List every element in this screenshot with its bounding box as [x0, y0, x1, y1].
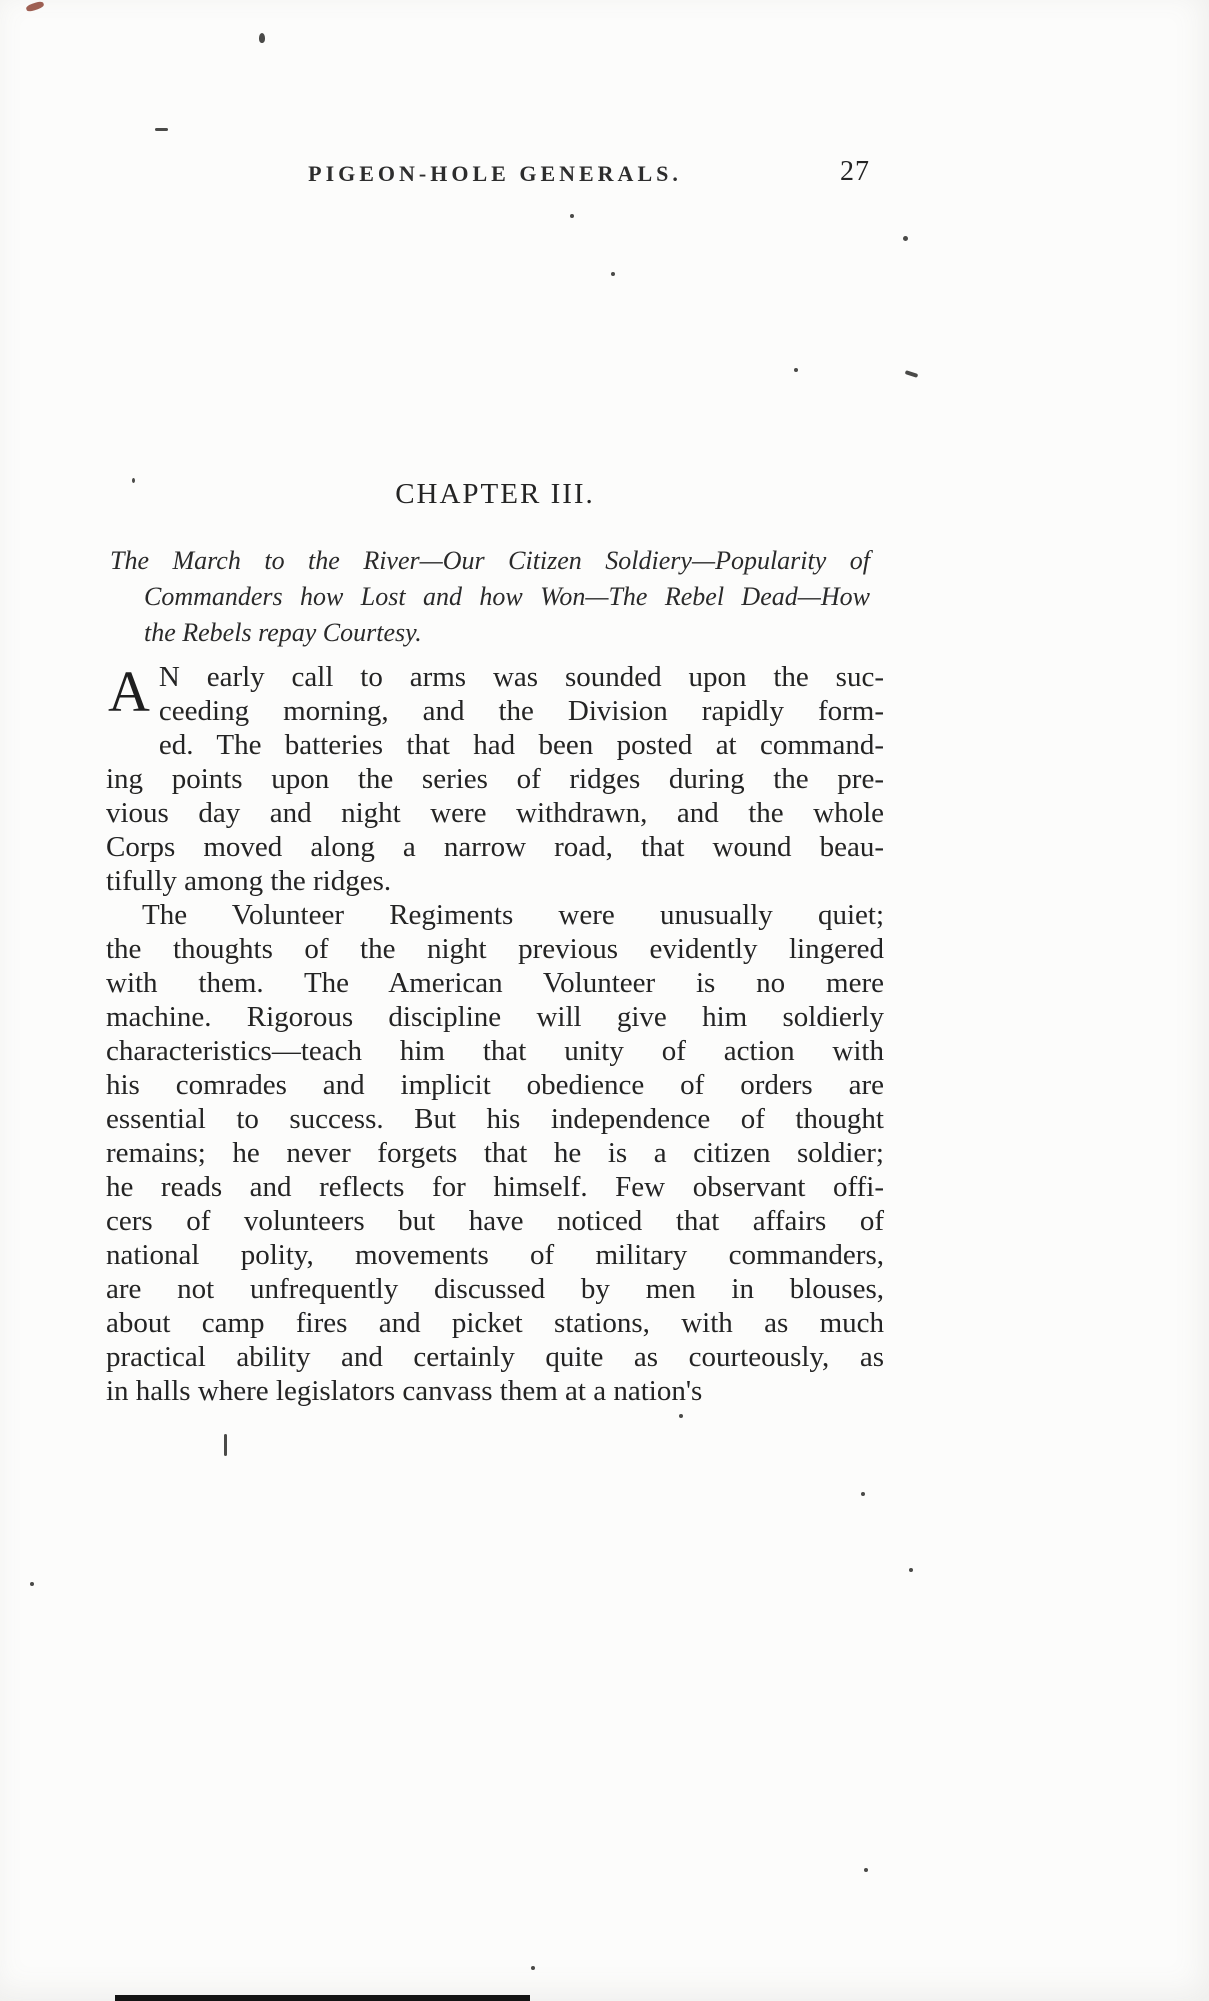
- summary-line: the Rebels repay Courtesy.: [144, 618, 422, 647]
- text-line: characteristics—teach him that unity of action with: [106, 1035, 884, 1067]
- drop-cap: A: [108, 659, 150, 724]
- scan-artifact: [570, 214, 574, 218]
- scan-artifact: [224, 1434, 227, 1456]
- scan-artifact: [794, 368, 798, 372]
- scan-artifact: [259, 33, 265, 43]
- text-line: remains; he never forgets that he is a citizen soldier;: [106, 1137, 884, 1169]
- text-line: with them. The American Volunteer is no mere: [106, 967, 884, 999]
- scan-artifact: [903, 236, 908, 241]
- scan-artifact: [864, 1868, 868, 1872]
- scan-artifact: [909, 1568, 913, 1572]
- text-line: the thoughts of the night previous evidently lingered: [106, 933, 884, 965]
- chapter-summary: [110, 543, 870, 651]
- text-line: The Volunteer Regiments were unusually quiet;: [142, 899, 884, 931]
- body-text: [106, 660, 884, 1408]
- page-number: 27: [840, 156, 870, 187]
- scan-artifact: [30, 1582, 34, 1586]
- scan-artifact: [861, 1492, 865, 1496]
- scan-artifact: [679, 1414, 683, 1418]
- text-line: ed. The batteries that had been posted at command-: [158, 729, 884, 761]
- running-title: PIGEON-HOLE GENERALS.: [308, 161, 682, 186]
- chapter-heading: CHAPTER III.: [395, 478, 595, 510]
- text-line: practical ability and certainly quite as courteously, as: [106, 1341, 884, 1373]
- text-line: N early call to arms was sounded upon the suc-: [158, 661, 884, 693]
- text-line: ceeding morning, and the Division rapidly form-: [158, 695, 884, 727]
- text-line: his comrades and implicit obedience of orders are: [106, 1069, 884, 1101]
- scan-artifact: [905, 370, 919, 378]
- scan-artifact: [132, 478, 135, 483]
- text-line: machine. Rigorous discipline will give him soldierly: [106, 1001, 884, 1033]
- text-line: tifully among the ridges.: [106, 865, 392, 897]
- scan-artifact: [25, 0, 44, 12]
- text-line: are not unfrequently discussed by men in blouses,: [106, 1273, 884, 1305]
- text-line: ing points upon the series of ridges during the pre-: [106, 763, 884, 795]
- scan-artifact: [155, 128, 168, 131]
- scan-artifact: [115, 1995, 530, 2001]
- scan-artifact: [611, 272, 615, 276]
- summary-line: Commanders how Lost and how Won—The Rebel Dead—How: [144, 582, 870, 611]
- text-line: he reads and reflects for himself. Few observant offi-: [106, 1171, 884, 1203]
- scan-artifact: [531, 1966, 535, 1970]
- text-line: cers of volunteers but have noticed that affairs of: [106, 1205, 884, 1237]
- summary-line: The March to the River—Our Citizen Soldiery—Popularity of: [110, 546, 870, 575]
- text-line: national polity, movements of military commanders,: [106, 1239, 884, 1271]
- text-line: about camp fires and picket stations, with as much: [106, 1307, 884, 1339]
- text-line: vious day and night were withdrawn, and the whole: [106, 797, 884, 829]
- paragraph-1: [106, 660, 884, 898]
- text-line: essential to success. But his independence of thought: [106, 1103, 884, 1135]
- page-header: [106, 156, 884, 196]
- text-line: Corps moved along a narrow road, that wound beau-: [106, 831, 884, 863]
- text-line: in halls where legislators canvass them at a nation's: [106, 1375, 703, 1407]
- paragraph-2: [106, 898, 884, 1408]
